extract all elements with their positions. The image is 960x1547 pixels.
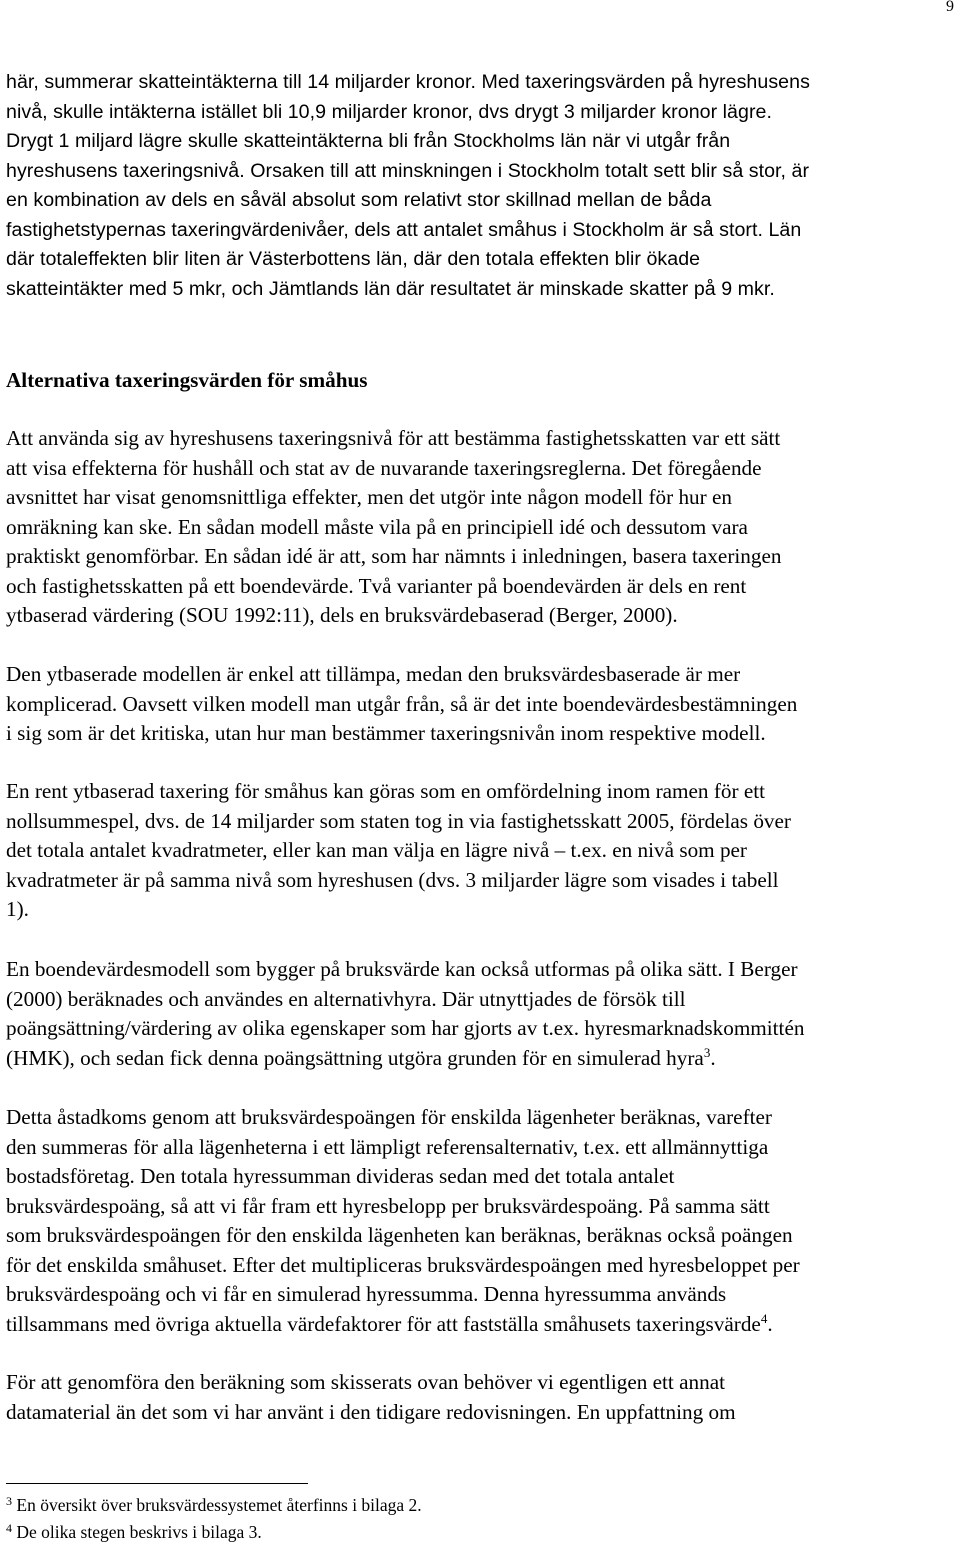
footnote-text: De olika stegen beskrivs i bilaga 3. [16,1522,262,1542]
section-heading: Alternativa taxeringsvärden för småhus [6,368,368,392]
paragraph-5-text: Detta åstadkoms genom att bruksvärdespoängen för enskilda lägenheter beräknas, varefter den summeras för alla lägenheterna i ett lämpligt referensalternativ, t.ex. ett allmännyttiga bostadsföretag. Den totala hyressumman divideras sedan med det totala antalet bruksvärdespoäng, så att vi får fram ett hyresbelopp per bruksvärdespoäng. På samma sätt som bruksvärdespoängen för den enskilda lägenheten kan beräknas, beräknas också poängen för det enskilda småhuset. Efter det multipliceras bruksvärdespoängen med hyresbeloppet per bruksvärdespoäng och vi får en simulerad hyressumma. Denna hyressumma används tillsammans med övriga aktuella värdefaktorer för att fastställa småhusets taxeringsvärde [6,1105,800,1336]
footnote-3 [6,1494,422,1516]
paragraph-4-end: . [710,1045,716,1070]
intro-paragraph: här, summerar skatteintäkterna till 14 miljarder kronor. Med taxeringsvärden på hyreshusens nivå, skulle intäkterna istället bli 10,9 miljarder kronor, dvs drygt 3 miljarder kronor lägre. Drygt 1 miljard lägre skulle skatteintäkterna bli från Stockholms län när vi utgår från hyreshusens taxeringsnivå. Orsaken till att minskningen i Stockholm totalt sett blir så stor, är en kombination av dels en såväl absolut som relativt stor skillnad mellan de båda fastighetstypernas taxeringvärdenivåer, dels att antalet småhus i Stockholm är så stort. Län där totaleffekten blir liten är Västerbottens län, där den totala effekten blir ökade skatteintäkter med 5 mkr, och Jämtlands län där resultatet är minskade skatter på 9 mkr. [6,71,810,300]
footnote-ref-3: 3 [703,1044,711,1060]
paragraph-2: Den ytbaserade modellen är enkel att tillämpa, medan den bruksvärdesbaserade är mer komplicerad. Oavsett vilken modell man utgår från, så är det inte boendevärdesbestämningen i sig som är det kritiska, utan hur man bestämmer taxeringsnivån inom respektive modell. [6,662,798,745]
paragraph-3: En rent ytbaserad taxering för småhus kan göras som en omfördelning inom ramen för ett nollsummespel, dvs. de 14 miljarder som staten tog in via fastighetsskatt 2005, fördelas över det totala antalet kvadratmeter, eller kan man välja en lägre nivå – t.ex. en nivå som per kvadratmeter är på samma nivå som hyreshusen (dvs. 3 miljarder lägre som visades i tabell 1). [6,779,791,921]
paragraph-5 [6,1103,958,1339]
paragraph-6: För att genomföra den beräkning som skisserats ovan behöver vi egentligen ett annat datamaterial än det som vi har använt i den tidigare redovisningen. En uppfattning om [6,1370,736,1424]
footnote-4 [6,1521,262,1543]
paragraph-4 [6,955,958,1073]
paragraph-5-end: . [767,1311,773,1336]
footnote-marker: 4 [6,1521,12,1535]
footnote-marker: 3 [6,1494,12,1508]
footnote-text: En översikt över bruksvärdessystemet återfinns i bilaga 2. [16,1495,422,1515]
paragraph-4-text: En boendevärdesmodell som bygger på bruksvärde kan också utformas på olika sätt. I Berger (2000) beräknades och användes en alternativhyra. Där utnyttjades de försök till poängsättning/värdering av olika egenskaper som har gjorts av t.ex. hyresmarknadskommittén (HMK), och sedan fick denna poängsättning utgöra grunden för en simulerad hyra [6,957,805,1070]
footnote-ref-4: 4 [760,1310,768,1326]
page-number: 9 [946,0,954,15]
paragraph-1: Att använda sig av hyreshusens taxeringsnivå för att bestämma fastighetsskatten var ett sätt att visa effekterna för hushåll och stat av de nuvarande taxeringsreglerna. Det föregående avsnittet har visat genomsnittliga effekter, men det utgör inte någon modell för hur en omräkning kan ske. En sådan modell måste vila på en principiell idé och dessutom vara praktiskt genomförbar. En sådan idé är att, som har nämnts i inledningen, basera taxeringen och fastighetsskatten på ett boendevärde. Två varianter på boendevärden är dels en rent ytbaserad värdering (SOU 1992:11), dels en bruksvärdebaserad (Berger, 2000). [6,426,782,627]
footnote-divider [6,1483,308,1484]
